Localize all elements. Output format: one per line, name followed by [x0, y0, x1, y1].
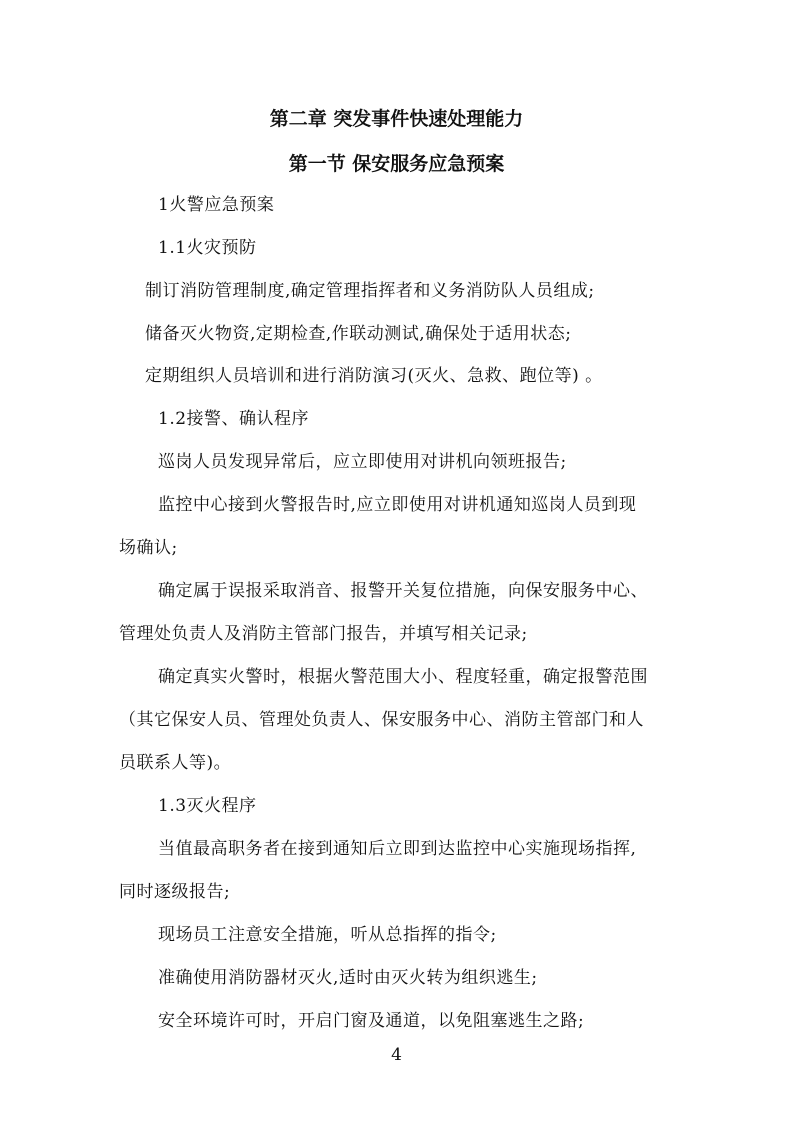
- paragraph-line: 监控中心接到火警报告时,应立即使用对讲机通知巡岗人员到现: [158, 495, 637, 515]
- paragraph-line: 确定属于误报采取消音、报警开关复位措施，向保安服务中心、: [158, 581, 648, 601]
- paragraph-line: 同时逐级报告;: [119, 882, 231, 902]
- heading-firefighting-procedure: 1.3灭火程序: [158, 796, 257, 816]
- paragraph-line: 制订消防管理制度,确定管理指挥者和义务消防队人员组成;: [145, 281, 595, 301]
- paragraph-line: 确定真实火警时，根据火警范围大小、程度轻重，确定报警范围: [158, 667, 648, 687]
- paragraph-line: 定期组织人员培训和进行消防演习(灭火、急救、跑位等) 。: [145, 366, 603, 386]
- paragraph-line: 储备灭火物资,定期检查,作联动测试,确保处于适用状态;: [145, 324, 572, 344]
- heading-fire-prevention: 1.1火灾预防: [158, 238, 257, 258]
- paragraph-line: 现场员工注意安全措施，听从总指挥的指令;: [158, 925, 497, 945]
- paragraph-line: 巡岗人员发现异常后，应立即使用对讲机向领班报告;: [158, 452, 567, 472]
- page-number: 4: [391, 1045, 402, 1065]
- paragraph-line: 安全环境许可时，开启门窗及通道，以免阻塞逃生之路;: [158, 1011, 585, 1031]
- paragraph-line: 当值最高职务者在接到通知后立即到达监控中心实施现场指挥,: [158, 839, 637, 859]
- chapter-title: 第二章 突发事件快速处理能力: [269, 108, 524, 130]
- paragraph-line: 员联系人等)。: [119, 753, 232, 773]
- heading-alarm-confirmation: 1.2接警、确认程序: [158, 409, 310, 429]
- paragraph-line: 管理处负责人及消防主管部门报告，并填写相关记录;: [119, 624, 528, 644]
- section-title: 第一节 保安服务应急预案: [288, 153, 505, 175]
- paragraph-line: 场确认;: [119, 538, 178, 558]
- paragraph-line: （其它保安人员、管理处负责人、保安服务中心、消防主管部门和人: [119, 710, 644, 730]
- paragraph-line: 准确使用消防器材灭火,适时由灭火转为组织逃生;: [158, 968, 538, 988]
- heading-fire-alarm-plan: 1火警应急预案: [158, 195, 275, 215]
